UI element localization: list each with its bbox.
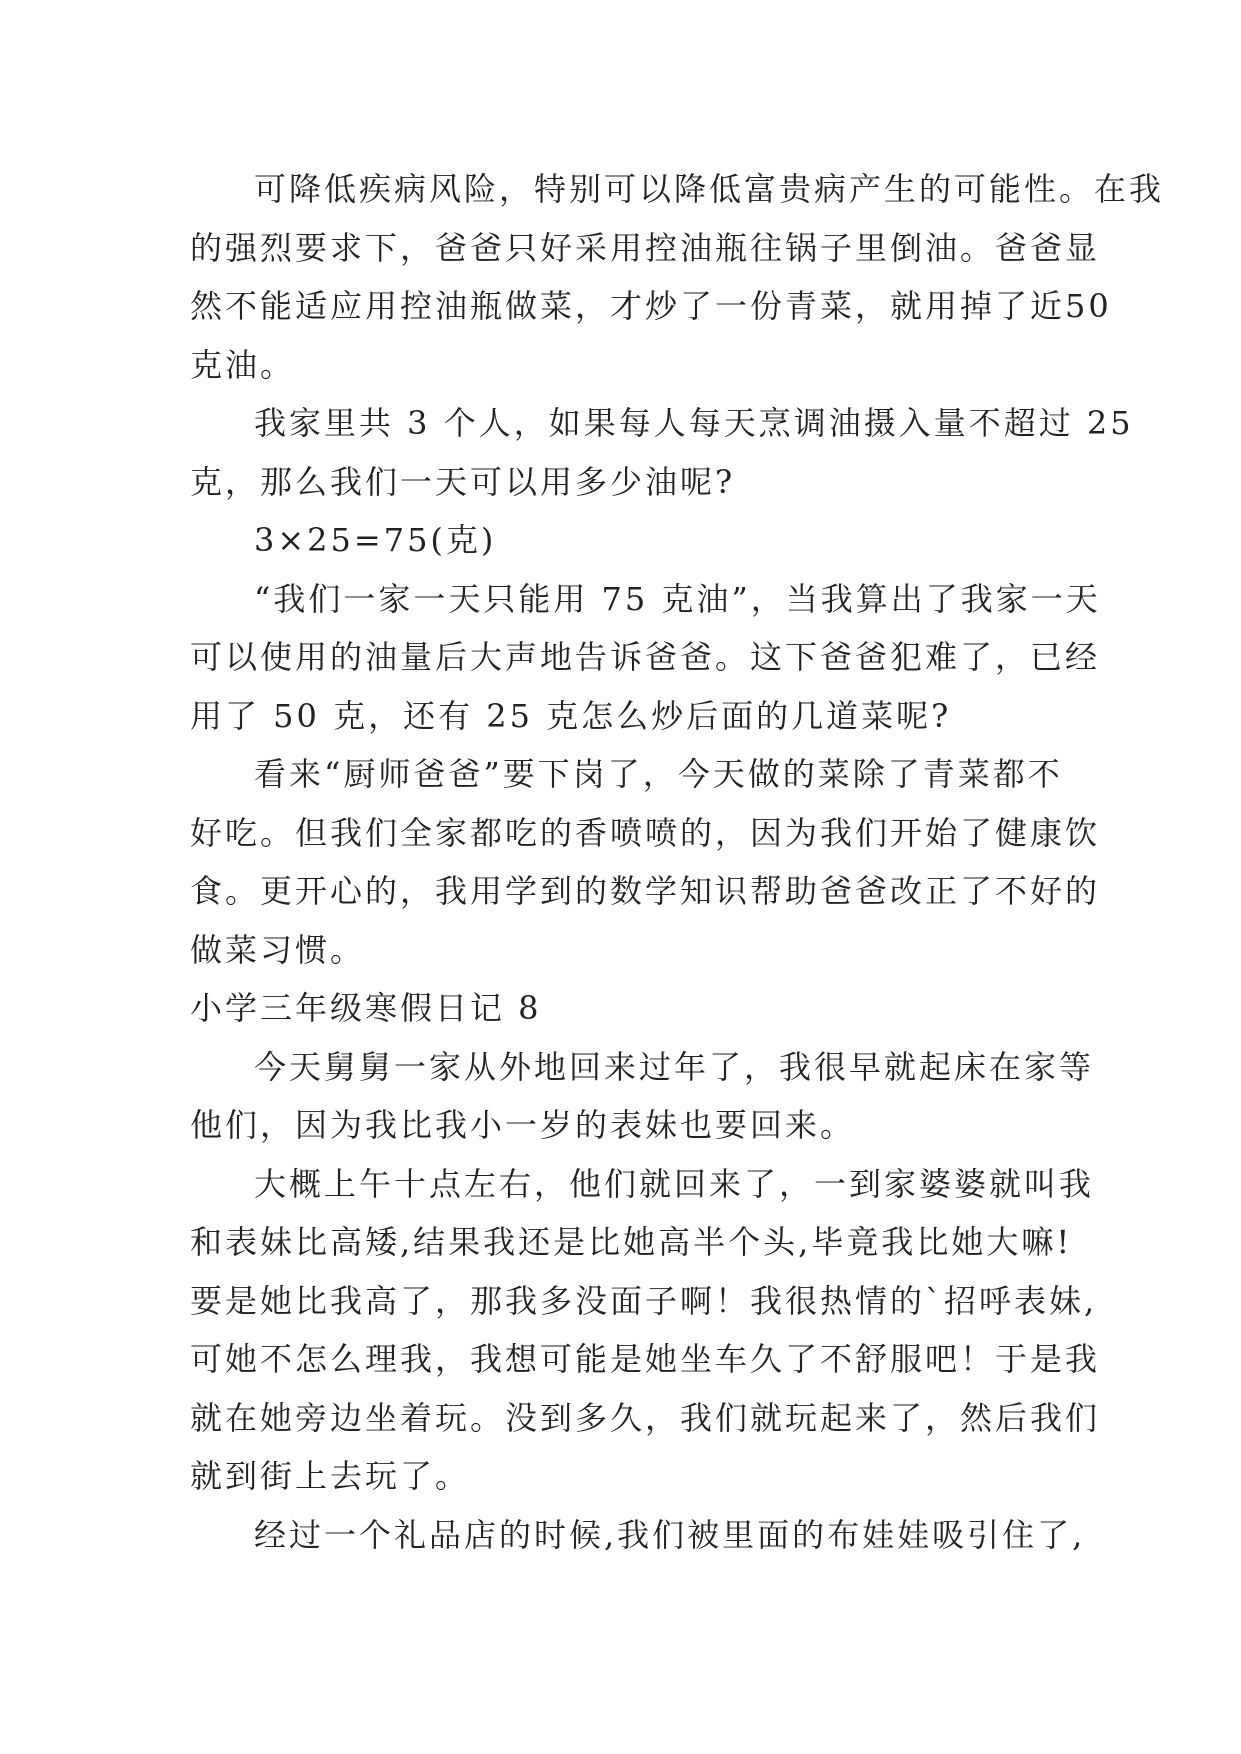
text-line: 今天舅舅一家从外地回来过年了，我很早就起床在家等 (254, 1047, 1095, 1086)
document-body (190, 160, 1165, 1564)
paragraph (190, 1038, 1095, 1155)
text-line: 他们，因为我比我小一岁的表妹也要回来。 (190, 1106, 856, 1144)
text-line: 大概上午十点左右，他们就回来了，一到家婆婆就叫我 (254, 1164, 1095, 1203)
text-line: 好吃。但我们全家都吃的香喷喷的，因为我们开始了健康饮 (190, 813, 1101, 852)
text-line: 就在她旁边坐着玩。没到多久，我们就玩起来了，然后我们 (190, 1398, 1101, 1437)
paragraph (190, 745, 1101, 979)
text-line: “我们一家一天只能用 75 克油”，当我算出了我家一天 (254, 579, 1101, 618)
paragraph (190, 160, 1165, 394)
text-line: 经过一个礼品店的时候,我们被里面的布娃娃吸引住了, (254, 1515, 1086, 1554)
text-line: 的强烈要求下，爸爸只好采用控油瓶往锅子里倒油。爸爸显 (190, 228, 1101, 267)
paragraph (190, 1506, 1086, 1565)
paragraph (190, 570, 1101, 746)
text-line: 食。更开心的，我用学到的数学知识帮助爸爸改正了不好的 (190, 872, 1101, 910)
paragraph (190, 1155, 1101, 1506)
text-line: 克油。 (190, 345, 296, 384)
text-line: 然不能适应用控油瓶做菜，才炒了一份青菜，就用掉了近50 (190, 287, 1112, 325)
paragraph (190, 511, 1052, 570)
text-line: 克，那么我们一天可以用多少油呢? (190, 462, 736, 501)
text-line: 可她不怎么理我，我想可能是她坐车久了不舒服吧！于是我 (190, 1340, 1101, 1378)
text-line: 就到街上去玩了。 (190, 1457, 471, 1495)
text-line: 和表妹比高矮,结果我还是比她高半个头,毕竟我比她大嘛! (190, 1223, 1073, 1261)
section-heading (190, 979, 1052, 1038)
text-line: 做菜习惯。 (190, 930, 366, 969)
text-line: 要是她比我高了，那我多没面子啊！我很热情的`招呼表妹, (190, 1281, 1098, 1320)
text-line: 可降低疾病风险，特别可以降低富贵病产生的可能性。在我 (254, 170, 1165, 208)
text-line: 小学三年级寒假日记 8 (190, 989, 542, 1027)
text-line: 用了 50 克，还有 25 克怎么炒后面的几道菜呢? (190, 696, 952, 735)
text-line: 可以使用的油量后大声地告诉爸爸。这下爸爸犯难了，已经 (190, 638, 1101, 676)
text-line: 3×25=75(克) (254, 521, 497, 559)
text-line: 看来“厨师爸爸”要下岗了，今天做的菜除了青菜都不 (254, 755, 1063, 793)
text-line: 我家里共 3 个人，如果每人每天烹调油摄入量不超过 25 (254, 404, 1134, 442)
paragraph (190, 394, 1134, 511)
